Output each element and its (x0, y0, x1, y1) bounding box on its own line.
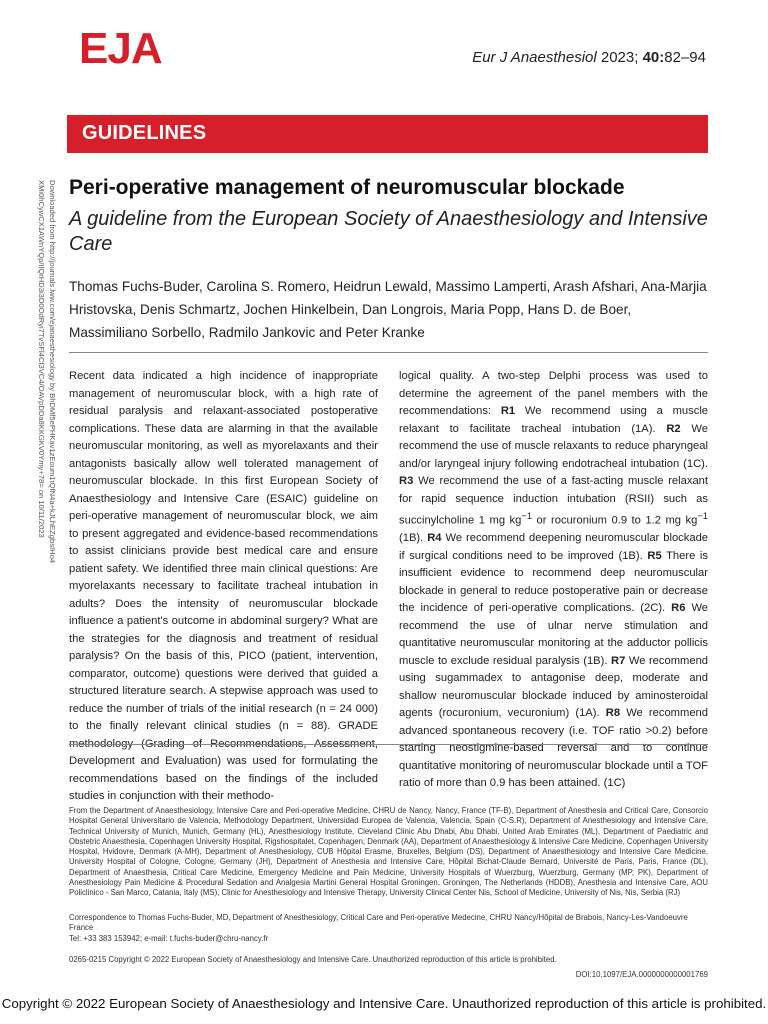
download-sidebar-line1: Downloaded from http://journals.lww.com/ejanaesthesiology by BhDMf5ePHKav1zEoum1tQfN4a+kJLhEZgbsIHo4 (48, 180, 57, 564)
article-doi[interactable]: DOI:10.1097/EJA.0000000000001769 (575, 970, 708, 979)
correspondence-block (69, 913, 708, 944)
citation-year: 2023; (600, 49, 639, 66)
download-sidebar-line2: XMi0hCywCX1AWnYQp/IlQrHD3i3D0OdRyi7TvSFl4Cf3VC4/OAVpDDa8KKGKV0Ymy+78= on 10/11/2023 (37, 180, 46, 538)
recommendation-text-r2: We recommend the use of muscle relaxants to reduce pharyngeal and/or laryngeal injury following endotracheal intubation (1C). (399, 422, 708, 470)
correspondence-address: Correspondence to Thomas Fuchs-Buder, MD, Department of Anesthesiology, Critical Care and Peri-operative Medecine, CHRU Nancy/Hôpital de Brabois, Nancy-Les-Vandoeuvre France (69, 913, 688, 933)
page-footer-copyright: Copyright © 2022 European Society of Anaesthesiology and Intensive Care. Unauthorized reproduction of this article is prohibited. (1, 996, 767, 1011)
recommendation-sup-r3a: −1 (521, 511, 533, 521)
abstract-right-column (399, 368, 708, 793)
recommendation-text-r3b: or rocuronium 0.9 to 1.2 mg kg (536, 514, 698, 527)
recommendation-text-r3c: (1B). (399, 532, 424, 545)
journal-name: Eur J Anaesthesiol (472, 49, 597, 66)
recommendation-label-r1: R1 (500, 405, 516, 417)
recommendation-label-r6: R6 (671, 602, 686, 615)
recommendation-label-r2: R2 (666, 422, 681, 435)
section-banner-label: GUIDELINES (82, 122, 207, 144)
recommendation-text-r4: We recommend deepening neuromuscular blockade if surgical conditions need to be improved (1B). (399, 532, 709, 562)
recommendation-label-r4: R4 (427, 532, 442, 545)
section-banner (67, 115, 708, 153)
recommendation-label-r5: R5 (647, 549, 662, 562)
citation-volume: 40: (642, 49, 665, 66)
recommendation-label-r3: R3 (399, 475, 414, 487)
recommendation-text-r6: We recommend the use of ulnar nerve stimulation and quantitative neuromuscular monitoring at the adductor pollicis muscle to exclude residual paralysis (1B). (399, 602, 709, 667)
correspondence-contact: Tel: +33 383 153942; e-mail: t.fuchs-buder@chru-nancy.fr (69, 933, 269, 943)
journal-logo: EJA (79, 24, 162, 73)
abstract-top-divider (69, 352, 708, 353)
recommendation-text-r5: There is insufficient evidence to recommend deep neuromuscular blockade in general to reduce postoperative pain or decrease the incidence of peri-operative complications. (2C). (399, 549, 709, 615)
recommendation-label-r7: R7 (611, 654, 626, 667)
author-affiliations: From the Department of Anaesthesiology, Intensive Care and Peri-operative Medicine, CHRU de Nancy, Nancy, France (TF-B), Department of Anesthesia and Critical Care, Consorcio Hospital General Universitario de Valencia, Methodology Department, Universidad Europea de Valencia, Valencia, Spain (C-S.R), Department of Anesthesiology and Intensive Care, Technical University of Munich, Munich, Germany (HL), Anesthesiology Institute, Cleveland Clinic Abu Dhabi, Abu Dhabi, United Arab Emirates (ML), Department of Paediatric and Obstetric Anaesthesia, Copenhagen University Hospital, Rigshospitalet, Copenhagen, Denmark (AA), Department of Anaesthesiology & Intensive Care Medicine, Copenhagen University Hospital, Hvidovre, Denmark (A-MH), Department of Anesthesiology, CUB Hôpital Erasme, Bruxelles, Belgium (DS), Department of Anaesthesiology and Intensive Care Medicine, University Hospital of Cologne, Cologne, Germany (JH), Department of Anesthesia and Intensive Care, Hôpital Bichat-Claude Bernard, Université de Paris, Paris, France (DL), Department of Anaesthesia, Critical Care Medicine, Emergency Medicine and Pain Medicine, University Hospitals of Wuerzburg, Wuerzburg, Germany (MP, PK), Department of Anesthesiology Pain Medicine & Procedural Sedation and Analgesia Martini General Hospital Groningen, Groningen, The Netherlands (HDDB), Anesthesia and Intensive Care, AOU Policlinico - San Marco, Catania, Italy (MS), Clinic for Anesthesiology and Intensive Therapy, University Clinical Center Nis, School of Medicine, University of Nis, Nis, Serbia (RJ) (69, 806, 708, 898)
issn-copyright: 0265-0215 Copyright © 2022 European Society of Anaesthesiology and Intensive Care. Unauthorized reproduction of this article is prohibited. (69, 955, 557, 964)
recommendation-text-r1: We recommend using a muscle relaxant to facilitate tracheal intubation (1A). (399, 405, 709, 435)
recommendation-label-r8: R8 (605, 707, 621, 720)
recommendation-text-r8: We recommend advanced spontaneous recovery (i.e. TOF ratio >0.2) before starting neostigmine-based reversal and to continue quantitative monitoring of neuromuscular blockade until a TOF ratio of more than 0.9 has been attained. (1C) (399, 707, 708, 790)
download-sidebar (26, 180, 64, 600)
article-subtitle: A guideline from the European Society of Anaesthesiology and Intensive Care (69, 208, 708, 255)
recommendation-text-r3a: We recommend the use of a fast-acting muscle relaxant for rapid sequence induction intubation (RSII) such as succinylcholine 1 mg kg (399, 475, 709, 527)
article-title: Peri-operative management of neuromuscular blockade (69, 176, 625, 199)
article-authors: Thomas Fuchs-Buder, Carolina S. Romero, Heidrun Lewald, Massimo Lamperti, Arash Afshari, Ana-Marjia Hristovska, Denis Schmartz, Jochen Hinkelbein, Dan Longrois, Maria Popp, Hans D. de Boer, Massimiliano Sorbello, Radmilo Jankovic and Peter Kranke (69, 279, 707, 340)
recommendation-sup-r3b: −1 (697, 511, 708, 521)
journal-citation (472, 49, 706, 66)
citation-pages: 82–94 (664, 49, 706, 66)
abstract-left-column: Recent data indicated a high incidence of inappropriate management of neuromuscular block, with a high rate of residual paralysis and relaxant-associated postoperative complications. These data are alarming in that the available neuromuscular monitoring, as well as myorelaxants and their antagonists basically allow well tolerated management of neuromuscular blockade. In this first European Society of Anaesthesiology and Intensive Care (ESAIC) guideline on peri-operative management of neuromuscular block, we aim to present aggregated and evidence-based recommendations to assist clinicians provide best medical care and ensure patient safety. We identified three main clinical questions: Are myorelaxants necessary to facilitate tracheal intubation in adults? Does the intensity of neuromuscular blockade influence a patient's outcome in abdominal surgery? What are the strategies for the diagnosis and treatment of residual paralysis? On the basis of this, PICO (patient, intervention, comparator, outcome) questions were derived that guided a structured literature search. A stepwise approach was used to reduce the number of trials of the initial research (n = 24 000) to the finally relevant clinical studies (n = 88). GRADE methodology (Grading of Recommendations, Assessment, Development and Evaluation) was used for formulating the recommendations based on the findings of the included studies in conjunction with their methodo- (69, 370, 378, 802)
abstract-right-intro: logical quality. A two-step Delphi process was used to determine the agreement of the panel members with the recommendations: (399, 370, 708, 417)
download-sidebar-text (20, 180, 58, 600)
abstract-bottom-divider (69, 744, 708, 745)
recommendation-text-r7: We recommend using sugammadex to antagonise deep, moderate and shallow neuromuscular blockade induced by aminosteroidal agents (rocuronium, vecuronium) (1A). (399, 654, 709, 720)
